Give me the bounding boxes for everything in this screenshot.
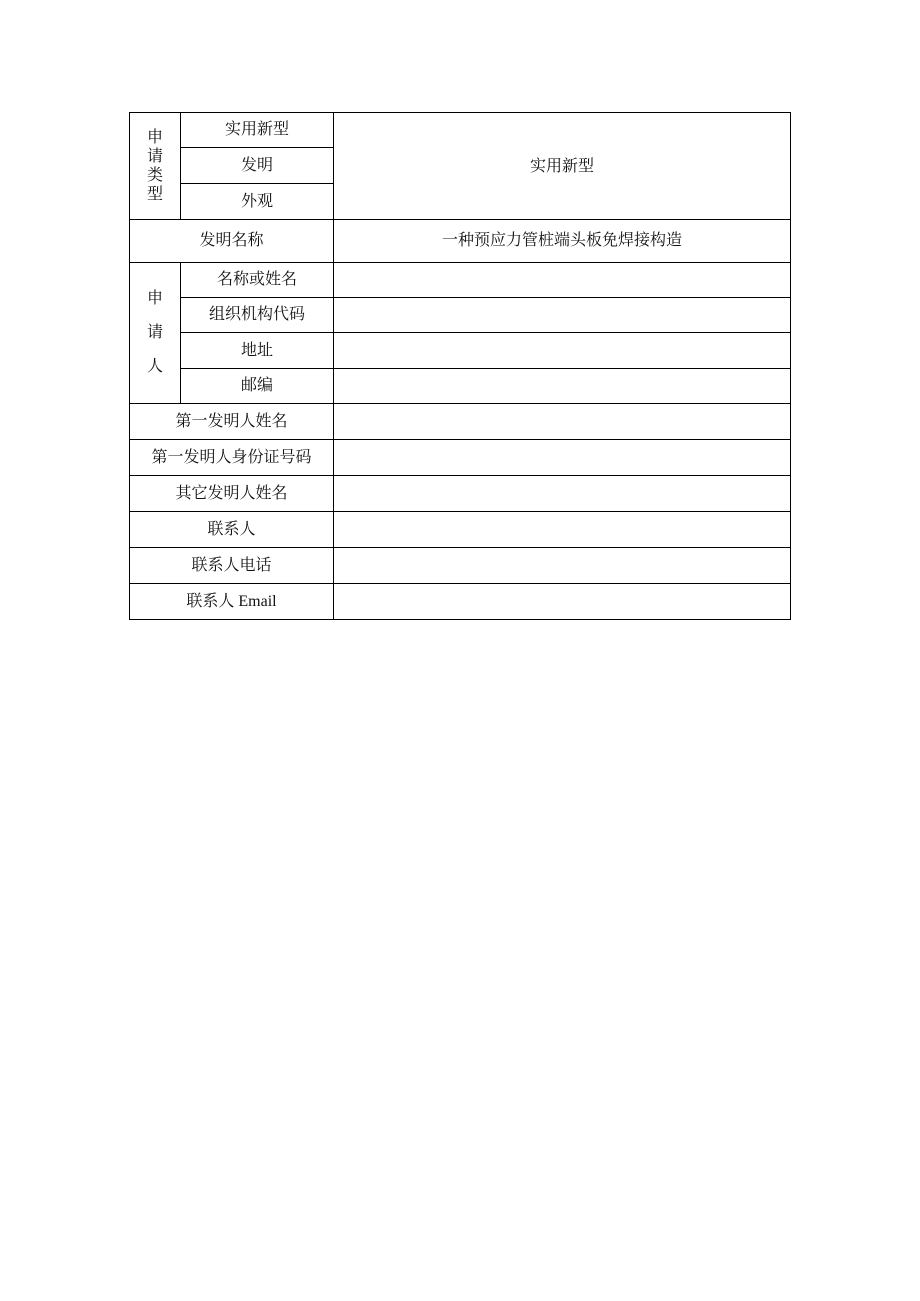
contact-phone-label: 联系人电话 [130, 548, 334, 584]
application-type-label [130, 113, 181, 220]
first-inventor-name-label: 第一发明人姓名 [130, 404, 334, 440]
type-option-invention: 发明 [181, 148, 334, 184]
applicant-label [130, 263, 181, 404]
selected-application-type[interactable]: 实用新型 [334, 113, 791, 220]
applicant-label-char: 人 [146, 358, 163, 375]
first-inventor-id-label: 第一发明人身份证号码 [130, 440, 334, 476]
other-inventors-field[interactable] [334, 476, 791, 512]
first-inventor-name-field[interactable] [334, 404, 791, 440]
invention-name-label: 发明名称 [130, 220, 334, 263]
contact-person-label: 联系人 [130, 512, 334, 548]
contact-email-field[interactable] [334, 584, 791, 620]
applicant-label-char: 申 [146, 290, 163, 307]
invention-name-value[interactable]: 一种预应力管桩端头板免焊接构造 [334, 220, 791, 263]
type-option-design: 外观 [181, 184, 334, 220]
type-option-utility-model: 实用新型 [181, 113, 334, 148]
applicant-name-label: 名称或姓名 [181, 263, 334, 298]
application-type-label-char: 类 [146, 167, 163, 184]
application-type-label-char: 型 [146, 186, 163, 204]
contact-email-label: 联系人 Email [130, 584, 334, 620]
address-field[interactable] [334, 333, 791, 369]
org-code-label: 组织机构代码 [181, 298, 334, 333]
other-inventors-label: 其它发明人姓名 [130, 476, 334, 512]
patent-application-form [129, 112, 791, 620]
contact-phone-field[interactable] [334, 548, 791, 584]
postcode-field[interactable] [334, 369, 791, 404]
postcode-label: 邮编 [181, 369, 334, 404]
org-code-field[interactable] [334, 298, 791, 333]
contact-person-field[interactable] [334, 512, 791, 548]
application-type-label-char: 请 [146, 147, 163, 165]
address-label: 地址 [181, 333, 334, 369]
first-inventor-id-field[interactable] [334, 440, 791, 476]
applicant-label-char: 请 [146, 324, 163, 341]
applicant-name-field[interactable] [334, 263, 791, 298]
application-type-label-char: 申 [146, 128, 163, 146]
